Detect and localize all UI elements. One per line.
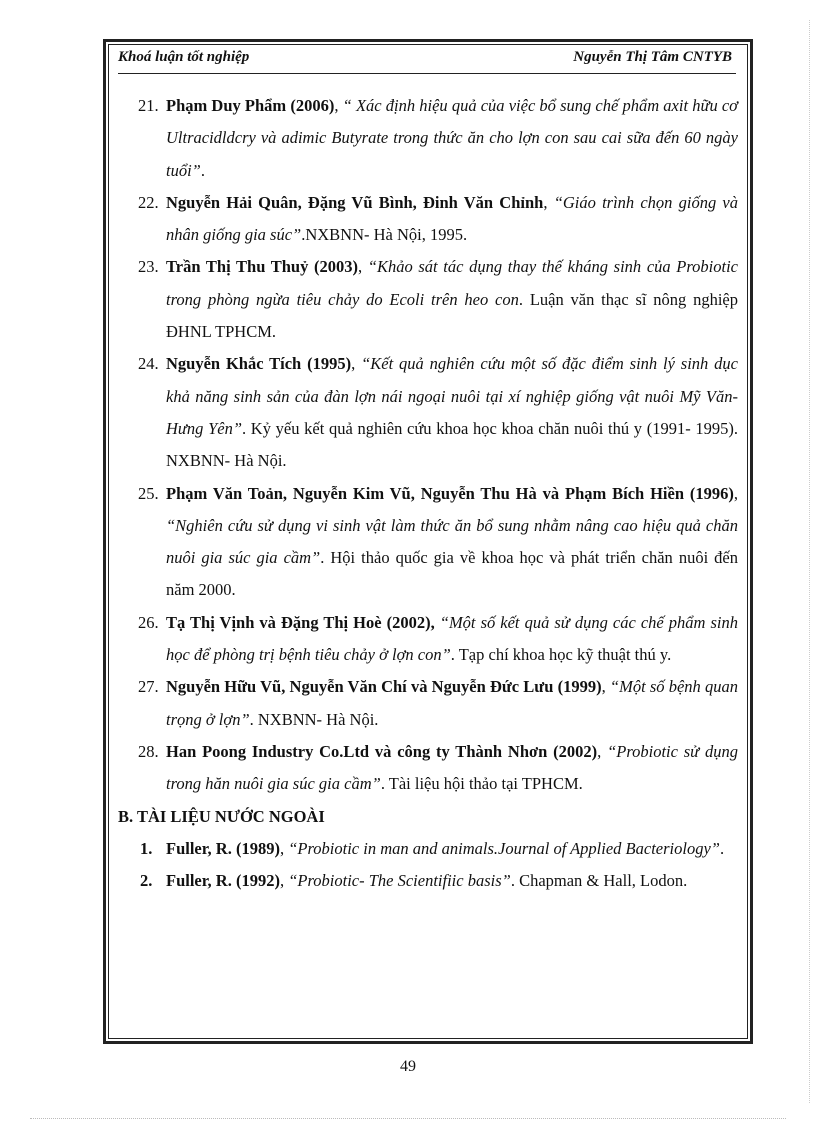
reference-author: Fuller, R. (1992) — [166, 871, 280, 891]
reference-number: 27. — [138, 677, 159, 697]
reference-details: . — [200, 160, 205, 180]
page-number: 49 — [400, 1058, 416, 1075]
reference-item — [118, 478, 738, 607]
reference-item — [118, 865, 738, 897]
reference-number: 26. — [138, 612, 159, 632]
bottom-dotted-rule — [30, 1118, 786, 1119]
reference-item — [118, 348, 738, 477]
reference-separator: , — [279, 871, 289, 891]
reference-details: . Chapman & Hall, Lodon. — [510, 871, 688, 891]
reference-details: . NXBNN- Hà Nội. — [249, 709, 379, 729]
reference-author: Nguyễn Hải Quân, Đặng Vũ Bình, Đinh Văn Chỉnh — [166, 192, 544, 212]
reference-details: . Tài liệu hội thảo tại TPHCM. — [380, 774, 583, 794]
reference-author: Phạm Văn Toản, Nguyễn Kim Vũ, Nguyễn Thu Hà và Phạm Bích Hiền (1996) — [166, 483, 734, 503]
reference-number: 23. — [138, 257, 159, 277]
reference-separator: , — [358, 257, 368, 277]
reference-author: Phạm Duy Phẩm (2006) — [166, 96, 335, 115]
reference-title: “Giáo trình chọn giống và nhân giống gia súc” — [166, 192, 739, 245]
reference-author: Nguyễn Khắc Tích (1995) — [166, 354, 352, 374]
reference-number: 28. — [138, 741, 159, 761]
reference-number: 22. — [138, 192, 159, 212]
section-title-foreign: B. TÀI LIỆU NƯỚC NGOÀI — [118, 806, 325, 826]
reference-separator: , — [597, 741, 608, 761]
reference-separator: , — [279, 838, 289, 858]
reference-separator: , — [733, 483, 738, 503]
reference-author: Han Poong Industry Co.Ltd và công ty Thành Nhơn (2002) — [166, 741, 598, 761]
reference-item — [118, 90, 738, 187]
reference-details: . Hội thảo quốc gia về khoa học và phát triển chăn nuôi đến năm 2000. — [166, 548, 738, 600]
reference-details: . Tạp chí khoa học kỹ thuật thú y. — [450, 645, 672, 665]
reference-number: 24. — [138, 354, 159, 374]
page-header — [118, 49, 736, 74]
reference-title: “Probiotic sử dụng trong hăn nuôi gia súc gia cầm” — [166, 741, 738, 794]
reference-details: . Luận văn thạc sĩ nông nghiệp ĐHNL TPHCM. — [166, 289, 739, 342]
header-right: Nguyễn Thị Tâm CNTYB — [573, 49, 732, 65]
reference-title: “Nghiên cứu sử dụng vi sinh vật làm thức ăn bổ sung nhằm nâng cao hiệu quả chăn nuôi gia súc gia cầm” — [166, 515, 738, 568]
reference-item — [118, 671, 738, 736]
right-dotted-rule — [809, 20, 810, 1103]
reference-author: Trần Thị Thu Thuỷ (2003) — [166, 257, 358, 277]
reference-title: “Khảo sát tác dụng thay thế kháng sinh của Probiotic trong phòng ngừa tiêu chảy do Ecoli trên heo con — [166, 257, 739, 309]
header-left: Khoá luận tốt nghiệp — [118, 49, 250, 65]
reference-separator: , — [543, 192, 554, 212]
reference-list — [118, 90, 738, 897]
reference-item — [118, 251, 738, 348]
reference-details: . — [719, 838, 725, 858]
reference-item — [118, 607, 738, 672]
reference-number: 1. — [140, 838, 153, 858]
reference-title: “Probiotic in man and animals.Journal of Applied Bacteriology” — [288, 838, 720, 858]
reference-author: Fuller, R. (1989) — [166, 838, 280, 858]
reference-separator: , — [351, 354, 362, 374]
reference-item — [118, 833, 738, 865]
reference-number: 21. — [138, 96, 159, 115]
reference-item — [118, 187, 738, 252]
vietnamese-references — [118, 90, 738, 801]
reference-details: . Kỷ yếu kết quả nghiên cứu khoa học khoa chăn nuôi thú y (1991- 1995). NXBNN- Hà Nội. — [166, 418, 738, 471]
reference-separator: , — [334, 96, 343, 115]
reference-title: “Một số bệnh quan trọng ở lợn” — [166, 677, 739, 729]
reference-details: .NXBNN- Hà Nội, 1995. — [301, 225, 468, 245]
reference-number: 2. — [140, 871, 153, 891]
reference-title: “Một số kết quả sử dụng các chế phẩm sinh học để phòng trị bệnh tiêu chảy ở lợn con” — [166, 612, 738, 665]
foreign-references — [118, 833, 738, 898]
reference-separator: , — [601, 677, 610, 697]
reference-author: Tạ Thị Vịnh và Đặng Thị Hoè (2002), — [166, 612, 435, 632]
reference-title: “ Xác định hiệu quả của việc bổ sung chế phẩm axit hữu cơ Ultracidldcry và adimic Butyrate trong thức ăn cho lợn con sau cai sữa đến 60 ngày tuổi” — [166, 96, 738, 180]
reference-author: Nguyễn Hữu Vũ, Nguyễn Văn Chí và Nguyễn Đức Lưu (1999) — [166, 677, 602, 697]
reference-number: 25. — [138, 483, 159, 503]
reference-title: “Probiotic- The Scientifiic basis” — [288, 871, 511, 891]
reference-title: “Kết quả nghiên cứu một số đặc điểm sinh lý sinh dục khả năng sinh sản của đàn lợn nái ngoại nuôi tại xí nghiệp giống vật nuôi Mỹ Văn- Hưng Yên” — [166, 354, 738, 438]
reference-item — [118, 736, 738, 801]
